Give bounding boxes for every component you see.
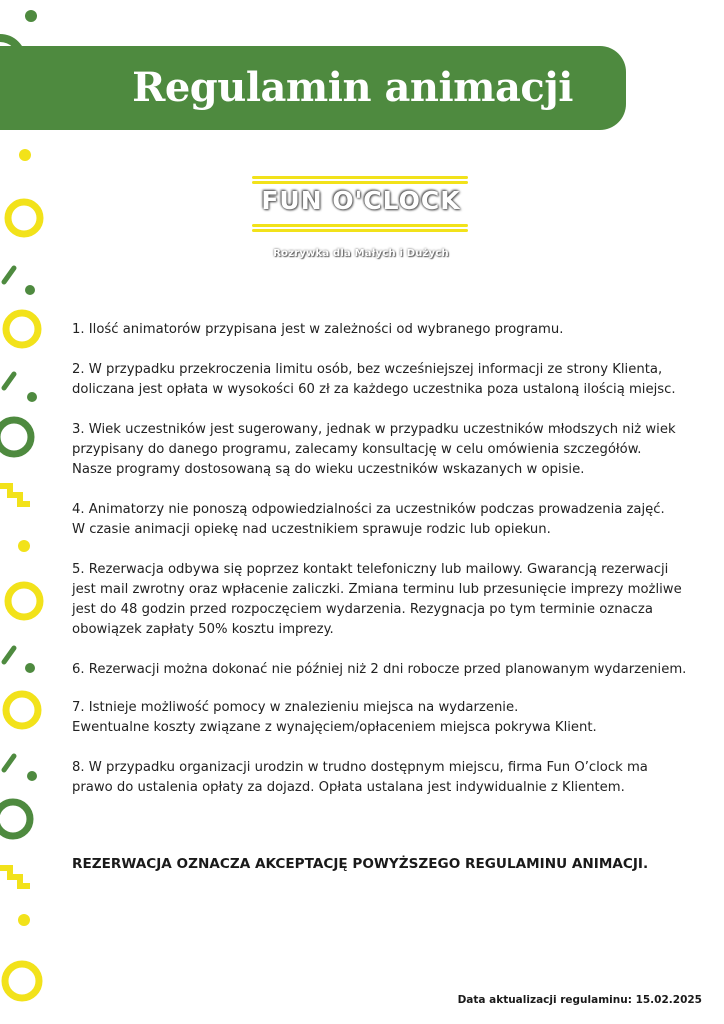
- logo-stripe: [252, 224, 468, 227]
- yellow-dot-decor: [18, 914, 30, 926]
- green-dot-decor: [25, 285, 35, 295]
- yellow-dot-decor: [18, 540, 30, 552]
- rule-item: 7. Istnieje możliwość pomocy w znalezieniu miejsca na wydarzenie. Ewentualne koszty związane z wynajęciem/opłaceniem miejsca pokrywa Klient.: [72, 700, 597, 735]
- rules-list: [72, 320, 712, 818]
- yellow-ring-decor: [8, 202, 40, 234]
- logo-name: FUN O'CLOCK: [261, 186, 461, 215]
- green-ring-decor: [0, 420, 31, 454]
- page-title: Regulamin animacji: [132, 64, 573, 111]
- yellow-dot-decor: [19, 149, 31, 161]
- logo-stripe: [252, 176, 468, 179]
- yellow-ring-decor: [6, 313, 38, 345]
- green-dot-decor: [27, 392, 37, 402]
- green-dot-decor: [25, 10, 37, 22]
- company-logo: [250, 176, 472, 266]
- green-ring-decor: [0, 802, 30, 836]
- yellow-ring-decor: [8, 585, 40, 617]
- logo-tagline: Rozrywka dla Małych i Dużych: [273, 248, 449, 259]
- rule-item: 2. W przypadku przekroczenia limitu osób, bez wcześniejszej informacji ze strony Klienta, doliczana jest opłata w wysokości 60 zł za każdego uczestnika poza ustaloną ilością miejsc.: [72, 362, 676, 397]
- green-dash-decor: [4, 648, 14, 662]
- yellow-ring-decor: [5, 964, 39, 998]
- green-dash-decor: [4, 756, 14, 770]
- logo-stripe: [252, 181, 468, 184]
- yellow-zigzag-decor: [0, 868, 30, 886]
- update-date: Data aktualizacji regulaminu: 15.02.2025: [457, 994, 702, 1006]
- green-dot-decor: [25, 663, 35, 673]
- logo-stripe: [252, 229, 468, 232]
- yellow-ring-decor: [6, 694, 38, 726]
- acceptance-statement: REZERWACJA OZNACZA AKCEPTACJĘ POWYŻSZEGO REGULAMINU ANIMACJI.: [72, 856, 649, 872]
- rule-item: 4. Animatorzy nie ponoszą odpowiedzialności za uczestników podczas prowadzenia zajęć. W czasie animacji opiekę nad uczestnikiem sprawuje rodzic lub opiekun.: [72, 502, 665, 537]
- yellow-zigzag-decor: [0, 486, 30, 504]
- decorative-shapes-border: [0, 0, 60, 1024]
- rule-item: 6. Rezerwacji można dokonać nie później niż 2 dni robocze przed planowanym wydarzeniem.: [72, 662, 687, 677]
- rule-item: 5. Rezerwacja odbywa się poprzez kontakt telefoniczny lub mailowy. Gwarancją rezerwacji jest mail zwrotny oraz wpłacenie zaliczki. Zmiana terminu lub przesunięcie imprezy możliwe jest do 48 godzin przed rozpoczęciem wydarzenia. Rezygnacja po tym terminie oznacza obowiązek zapłaty 50% kosztu imprezy.: [72, 562, 682, 637]
- green-dash-decor: [4, 374, 14, 388]
- green-dash-decor: [4, 268, 14, 282]
- rule-item: 1. Ilość animatorów przypisana jest w zależności od wybranego programu.: [72, 322, 564, 337]
- green-dot-decor: [27, 771, 37, 781]
- rule-item: 3. Wiek uczestników jest sugerowany, jednak w przypadku uczestników młodszych niż wiek przypisany do danego programu, zalecamy konsultację w celu omówienia szczegółów. Nasze programy dostosowaną są do wieku uczestników wskazanych w opisie.: [72, 422, 676, 477]
- title-banner: [0, 46, 626, 130]
- rule-item: 8. W przypadku organizacji urodzin w trudno dostępnym miejscu, firma Fun O’clock ma prawo do ustalenia opłaty za dojazd. Opłata ustalana jest indywidualnie z Klientem.: [72, 760, 648, 795]
